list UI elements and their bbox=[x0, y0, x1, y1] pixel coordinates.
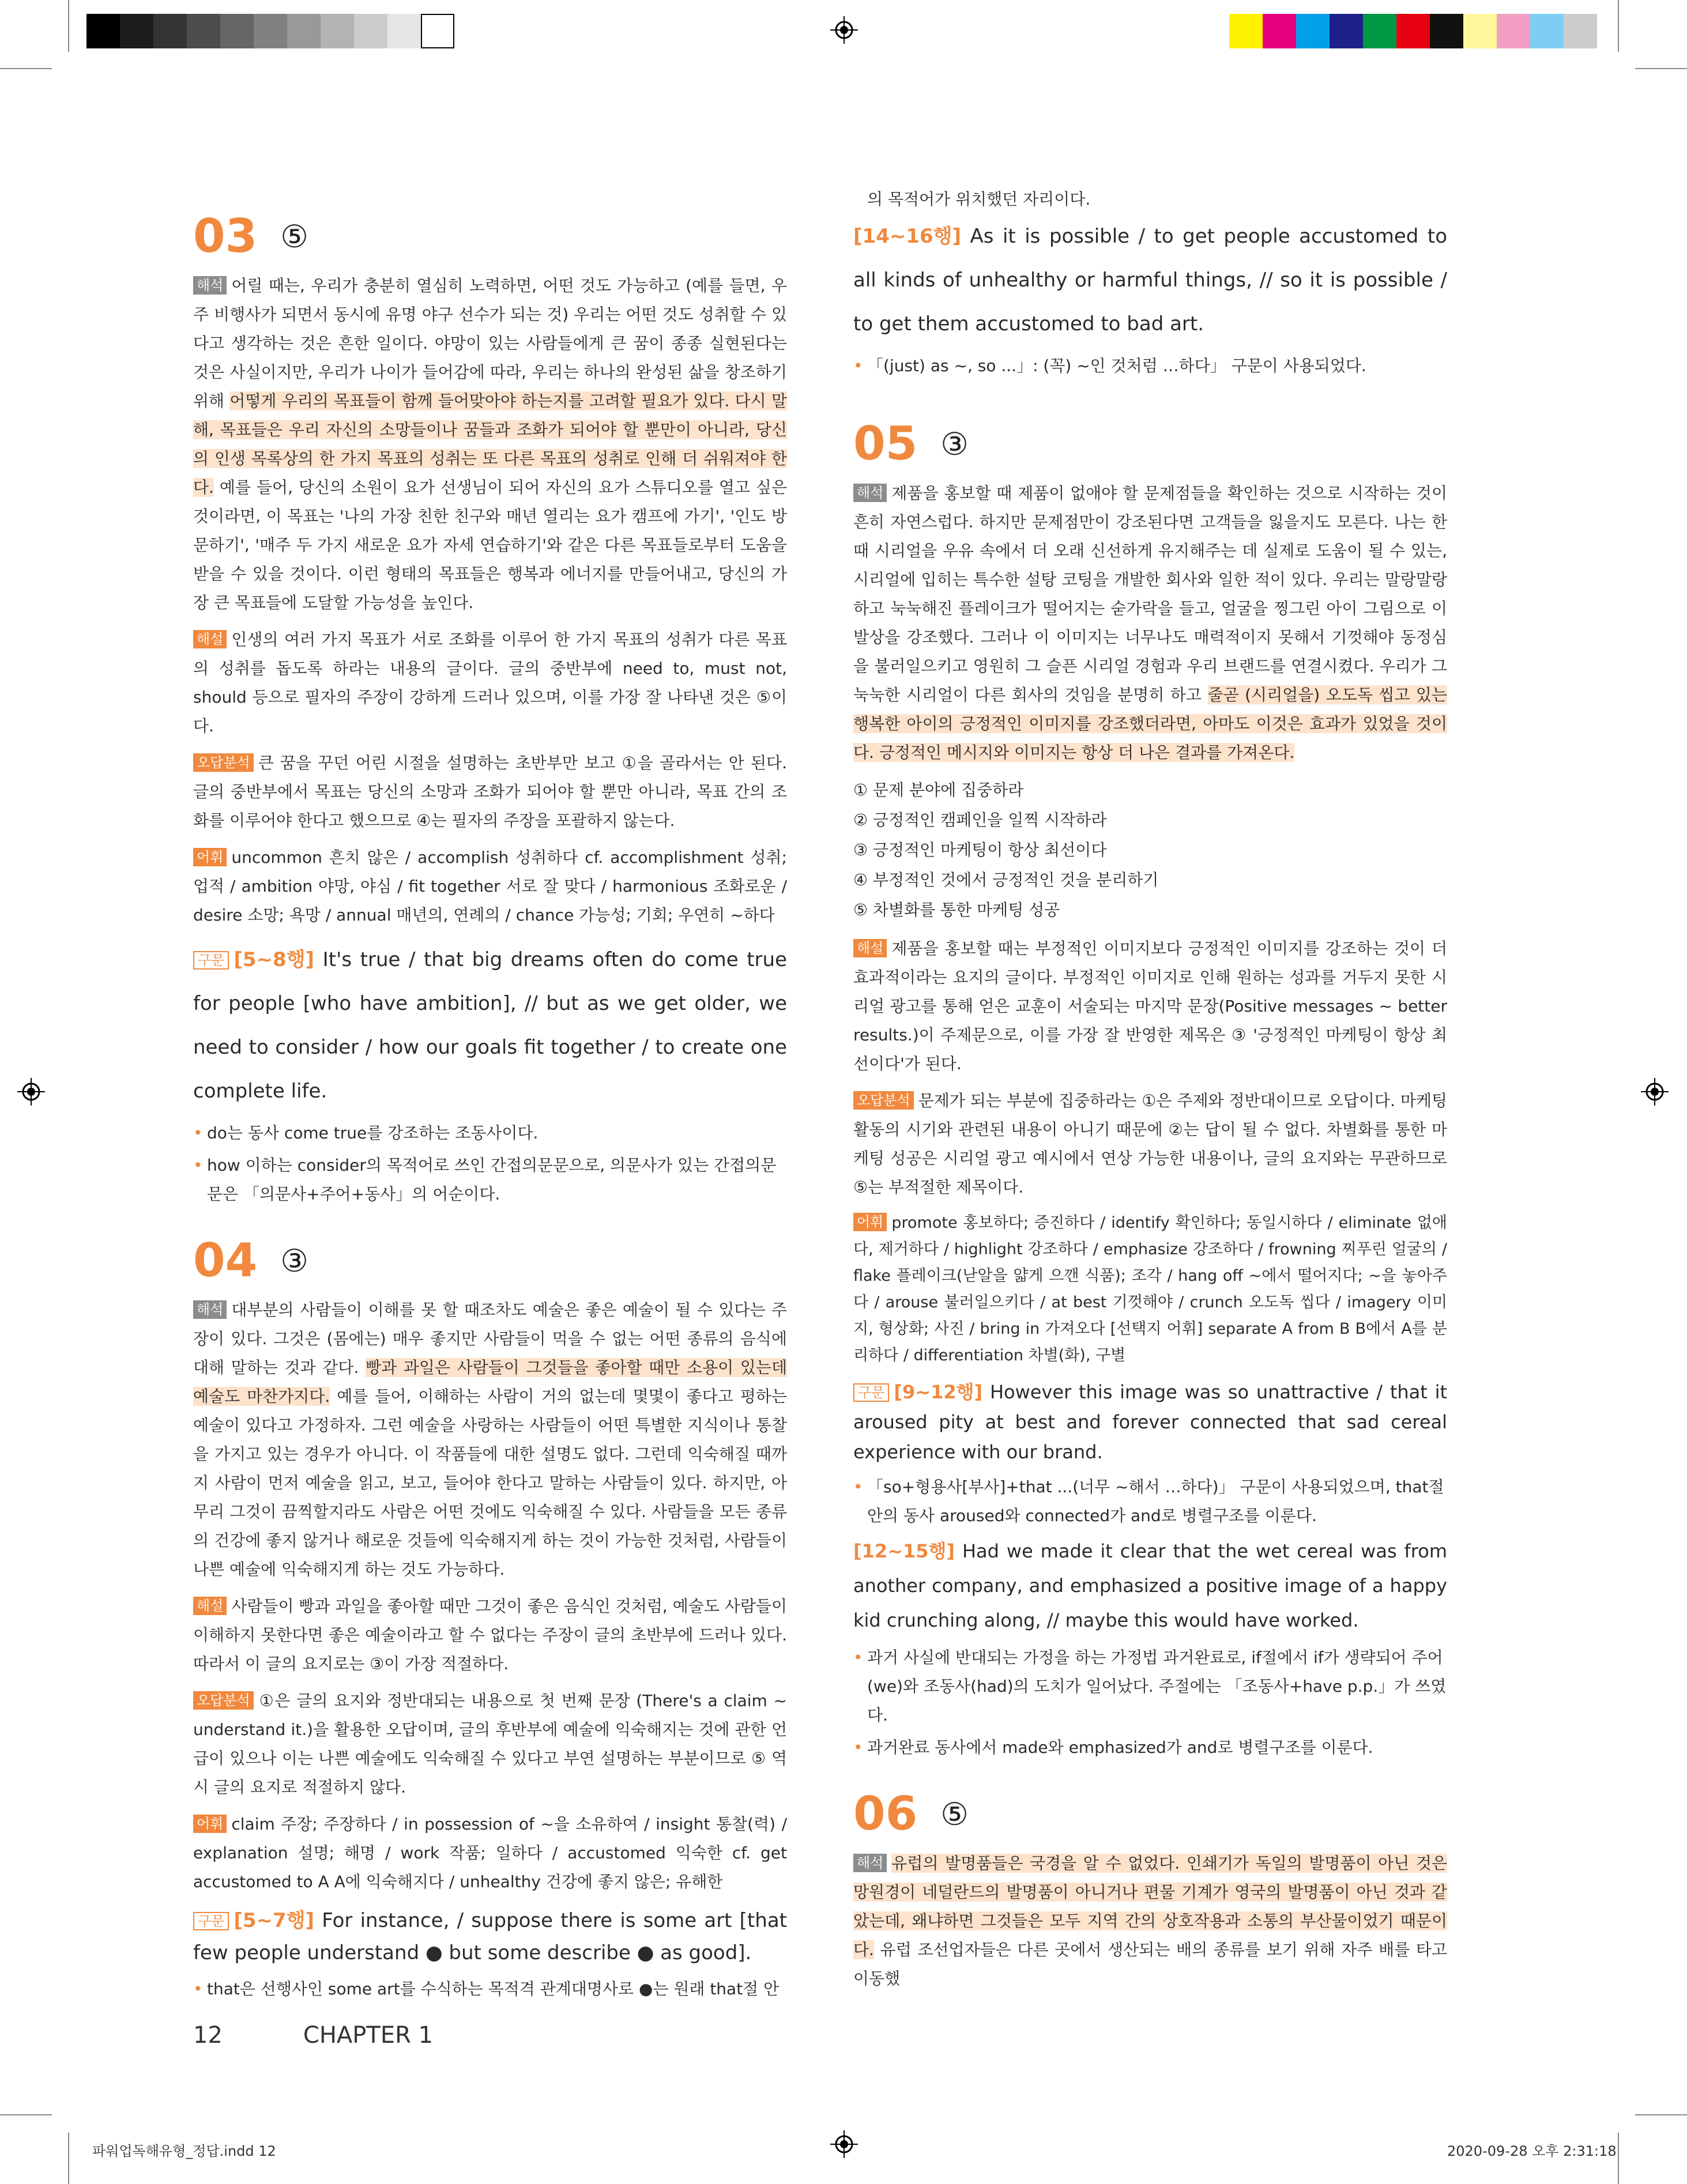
explanation-tag: 해설 bbox=[193, 1597, 227, 1615]
translation-tag: 해석 bbox=[193, 276, 227, 295]
q03-structure bbox=[193, 938, 787, 1113]
vocabulary-tag: 어휘 bbox=[193, 1815, 227, 1833]
q04-vocabulary bbox=[193, 1810, 787, 1896]
explanation-tag: 해설 bbox=[853, 939, 887, 957]
q03-note-2: • how 이하는 consider의 목적어로 쓰인 간접의문문으로, 의문사가 있는 간접의문문은 「의문사+주어+동사」의 어순이다. bbox=[193, 1151, 787, 1209]
registration-mark-top bbox=[830, 16, 858, 44]
wrong-analysis-tag: 오답분석 bbox=[193, 753, 254, 772]
translation-tag: 해석 bbox=[193, 1300, 227, 1319]
grayscale-bar bbox=[86, 14, 455, 48]
left-column bbox=[193, 184, 787, 2007]
q03-note-1: • do는 동사 come true를 강조하는 조동사이다. bbox=[193, 1119, 787, 1148]
question-number-03 bbox=[193, 208, 787, 266]
crop-mark bbox=[1635, 2114, 1687, 2115]
q05-note-2: • 과거 사실에 반대되는 가정을 하는 가정법 과거완료로, if절에서 if가 생략되어 주어(we)와 조동사(had)의 도치가 일어났다. 주절에는 「조동사+have p.p.」가 쓰였다. bbox=[853, 1643, 1447, 1730]
line-ref: [5~7행] bbox=[234, 1909, 315, 1932]
crop-mark bbox=[1618, 0, 1619, 52]
right-column bbox=[853, 184, 1447, 2001]
structure-sentence: It's true / that big dreams often do come true for people [who have ambition], // but as we get older, we need to consider / how our goals fit together / to create one complete life. bbox=[193, 948, 788, 1103]
translation-text: 대부분의 사람들이 이해를 못 할 때조차도 예술은 좋은 예술이 될 수 있다는 주장이 있다. 그것은 (몸에는) 매우 좋지만 사람들이 먹을 수 없는 어떤 종류의 음식에 대해 말하는 것과 같다. bbox=[193, 1300, 787, 1377]
q05-note-3: • 과거완료 동사에서 made와 emphasized가 and로 병렬구조를 이룬다. bbox=[853, 1733, 1447, 1762]
registration-mark-right bbox=[1641, 1078, 1669, 1106]
q03-vocabulary bbox=[193, 843, 787, 930]
option: ② 긍정적인 캠페인을 일찍 시작하라 bbox=[853, 810, 1107, 829]
explanation-text: 제품을 홍보할 때는 부정적인 이미지보다 긍정적인 이미지를 강조하는 것이 더 효과적이라는 요지의 글이다. 부정적인 이미지로 인해 원하는 성과를 거두지 못한 시리얼 광고를 통해 얻은 교훈이 서술되는 마지막 문장(Positive messages ~ better results.)이 주제문으로, 이를 가장 잘 반영한 제목은 ③ '긍정적인 마케팅이 항상 최선이다'가 된다. bbox=[853, 939, 1447, 1073]
q04-translation bbox=[193, 1296, 787, 1584]
option: ③ 긍정적인 마케팅이 항상 최선이다 bbox=[853, 840, 1107, 859]
explanation-text: 인생의 여러 가지 목표가 서로 조화를 이루어 한 가지 목표의 성취가 다른 목표의 성취를 돕도록 하라는 내용의 글이다. 글의 중반부에 need to, must not, should 등으로 필자의 주장이 강하게 드러나 있으며, 이를 가장 잘 나타낸 것은 ⑤이다. bbox=[193, 630, 787, 735]
q05-number: 05 bbox=[853, 417, 918, 470]
q05-wrong-analysis bbox=[853, 1087, 1447, 1202]
highlighted-text: 줄곧 (시리얼을) 오도독 씹고 있는 행복한 아이의 긍정적인 이미지를 강조했더라면, 아마도 이것은 효과가 있었을 것이다. 긍정적인 메시지와 이미지는 항상 더 나은 결과를 가져온다. bbox=[853, 685, 1448, 762]
q04-number: 04 bbox=[193, 1234, 258, 1287]
vocabulary-text: claim 주장; 주장하다 / in possession of ~을 소유하여 / insight 통찰(력) / explanation 설명; 해명 / work 작품; 일하다 / accustomed 익숙한 cf. get accustomed to A A에 익숙해지다 / unhealthy 건강에 좋지 않은; 유해한 bbox=[193, 1815, 787, 1891]
translation-text: 제품을 홍보할 때 제품이 없애야 할 문제점들을 확인하는 것으로 시작하는 것이 흔히 자연스럽다. 하지만 문제점만이 강조된다면 고객들을 잃을지도 모른다. 나는 한때 시리얼을 우유 속에서 더 오래 신선하게 유지해주는 데 실제로 도움이 될 수 있는, 시리얼에 입히는 특수한 설탕 코팅을 개발한 회사와 일한 적이 있다. 우리는 말랑말랑하고 눅눅해진 플레이크가 떨어지는 숟가락을 들고, 얼굴을 찡그린 아이 그림으로 이 발상을 강조했다. 그러나 이 이미지는 너무나도 매력적이지 못해서 기껏해야 동정심을 불러일으키고 영원히 그 슬픈 시리얼 경험과 우리 브랜드를 연결시켰다. 우리가 그 눅눅한 시리얼이 다른 회사의 것임을 분명히 하고 bbox=[853, 484, 1447, 704]
q03-number: 03 bbox=[193, 209, 258, 263]
chapter-label: CHAPTER 1 bbox=[303, 2022, 434, 2049]
wrong-analysis-tag: 오답분석 bbox=[853, 1091, 914, 1110]
crop-mark bbox=[68, 0, 69, 52]
option: ⑤ 차별화를 통한 마케팅 성공 bbox=[853, 900, 1060, 919]
structure-tag: 구문 bbox=[193, 951, 229, 970]
q05-structure-2 bbox=[853, 1534, 1447, 1638]
q06-translation bbox=[853, 1849, 1447, 1993]
translation-tag: 해석 bbox=[853, 484, 887, 502]
explanation-tag: 해설 bbox=[193, 630, 227, 648]
q04-answer: ③ bbox=[280, 1243, 308, 1279]
vocabulary-tag: 어휘 bbox=[193, 848, 227, 866]
structure-tag: 구문 bbox=[853, 1383, 889, 1402]
q05-explanation bbox=[853, 934, 1447, 1078]
wrong-analysis-text: 문제가 되는 부분에 집중하라는 ①은 주제와 정반대이므로 오답이다. 마케팅 활동의 시기와 관련된 내용이 아니기 때문에 ②는 답이 될 수 없다. 차별화를 통한 마케팅 성공은 시리얼 광고 예시에서 연상 가능한 내용이나, 글의 요지와는 무관하므로 ⑤는 부적절한 제목이다. bbox=[853, 1091, 1447, 1197]
q05-options bbox=[853, 775, 1447, 925]
line-ref: [14~16행] bbox=[853, 225, 962, 248]
line-ref: [9~12행] bbox=[894, 1381, 983, 1403]
wrong-analysis-tag: 오답분석 bbox=[193, 1691, 254, 1710]
q03-explanation bbox=[193, 625, 787, 741]
highlighted-text: 빵과 과일은 사람들이 그것들을 좋아할 때만 소용이 있는데 예술도 마찬가지다. bbox=[193, 1358, 787, 1406]
crop-mark bbox=[1618, 2133, 1619, 2184]
translation-text: 예를 들어, 이해하는 사람이 거의 없는데 몇몇이 좋다고 평하는 예술이 있다고 가정하자. 그런 예술을 사랑하는 사람들이 어떤 특별한 지식이나 통찰을 가지고 있는 경우가 아니다. 이 작품들에 대한 설명도 없다. 그런데 익숙해질 때까지 사람이 먼저 예술을 읽고, 보고, 들어야 한다고 말하는 사람들이 있다. 하지만, 아무리 그것이 끔찍할지라도 사람은 어떤 것에도 익숙해질 수 있다. 사람들을 모든 종류의 건강에 좋지 않거나 해로운 것들에 익숙해지게 하는 것이 가능한 것처럼, 사람들이 나쁜 예술에 익숙해지게 하는 것도 가능하다. bbox=[193, 1387, 787, 1579]
vocabulary-tag: 어휘 bbox=[853, 1213, 887, 1231]
q06-answer: ⑤ bbox=[940, 1796, 969, 1832]
slug-filename: 파워업독해유형_정답.indd 12 bbox=[92, 2143, 276, 2159]
page-footer bbox=[193, 2022, 514, 2049]
color-bar bbox=[1229, 14, 1598, 48]
question-number-04 bbox=[193, 1232, 787, 1290]
translation-text: 예를 들어, 당신의 소원이 요가 선생님이 되어 자신의 요가 스튜디오를 열고 싶은 것이라면, 이 목표는 '나의 가장 친한 친구와 매년 열리는 요가 캠프에 가기', '인도 방문하기', '매주 두 가지 새로운 요가 자세 연습하기'와 같은 다른 목표들로부터 도움을 받을 수 있을 것이다. 이런 형태의 목표들은 행복과 에너지를 만들어내고, 당신의 가장 큰 목표들에 도달할 가능성을 높인다. bbox=[193, 478, 787, 612]
crop-mark bbox=[0, 2114, 52, 2115]
translation-text: 어릴 때는, 우리가 충분히 열심히 노력하면, 어떤 것도 가능하고 (예를 들면, 우주 비행사가 되면서 동시에 유명 야구 선수가 되는 것) 우리는 어떤 것도 성취할 수 있다고 생각하는 것은 흔한 일이다. 야망이 있는 사람들에게 큰 꿈이 종종 실현된다는 것은 사실이지만, 우리가 나이가 들어감에 따라, 우리는 하나의 완성된 삶을 창조하기 위해 bbox=[193, 276, 787, 410]
explanation-text: 사람들이 빵과 과일을 좋아할 때만 그것이 좋은 음식인 것처럼, 예술도 사람들이 이해하지 못한다면 좋은 예술이라고 할 수 없다는 주장이 글의 초반부에 드러나 있다. 따라서 이 글의 요지로는 ③이 가장 적절하다. bbox=[193, 1597, 787, 1673]
q05-structure-1 bbox=[853, 1377, 1447, 1467]
page-number: 12 bbox=[193, 2022, 223, 2049]
structure-sentence: For instance, / suppose there is some art [that few people understand ● but some describe ● as good]. bbox=[193, 1909, 787, 1964]
structure-tag: 구문 bbox=[193, 1912, 229, 1930]
highlighted-text: 어떻게 우리의 목표들이 함께 들어맞아야 하는지를 고려할 필요가 있다. 다시 말해, 목표들은 우리 자신의 소망들이나 꿈들과 조화가 되어야 할 뿐만이 아니라, 당신의 인생 목록상의 한 가지 목표의 성취는 또 다른 목표의 성취로 인해 더 쉬워져야 한다. bbox=[193, 391, 787, 497]
wrong-analysis-text: ①은 글의 요지와 정반대되는 내용으로 첫 번째 문장 (There's a claim ~ understand it.)을 활용한 오답이며, 글의 후반부에 예술에 익숙해지는 것에 관한 언급이 있으나 이는 나쁜 예술에도 익숙해질 수 있다고 부연 설명하는 부분이므로 ⑤ 역시 글의 요지로 적절하지 않다. bbox=[193, 1691, 787, 1797]
structure-sentence: As it is possible / to get people accustomed to all kinds of unhealthy or harmful things, // so it is possible / to get them accustomed to bad art. bbox=[853, 225, 1447, 335]
option: ④ 부정적인 것에서 긍정적인 것을 분리하기 bbox=[853, 870, 1159, 889]
structure-sentence: Had we made it clear that the wet cereal was from another company, and emphasized a positive image of a happy kid crunching along, // maybe this would have worked. bbox=[853, 1540, 1448, 1631]
q05-answer: ③ bbox=[940, 426, 969, 462]
q04-wrong-analysis bbox=[193, 1687, 787, 1802]
crop-mark bbox=[68, 2133, 69, 2184]
question-number-06 bbox=[853, 1785, 1447, 1843]
q03-wrong-analysis bbox=[193, 749, 787, 835]
line-ref: [5~8행] bbox=[234, 948, 315, 971]
q05-vocabulary bbox=[853, 1210, 1447, 1369]
q04-note-2: • 「(just) as ~, so ...」: (꼭) ~인 것처럼 …하다」 구문이 사용되었다. bbox=[853, 352, 1447, 380]
crop-mark bbox=[0, 68, 52, 69]
q04-structure-2 bbox=[853, 214, 1447, 346]
continued-line: 의 목적어가 위치했던 자리이다. bbox=[867, 190, 1091, 209]
registration-mark-left bbox=[17, 1078, 45, 1106]
q04-explanation bbox=[193, 1592, 787, 1678]
vocabulary-text: uncommon 흔치 않은 / accomplish 성취하다 cf. accomplishment 성취; 업적 / ambition 야망, 야심 / fit together 서로 잘 맞다 / harmonious 조화로운 / desire 소망; 욕망 / annual 매년의, 연례의 / chance 가능성; 기회; 우연히 ~하다 bbox=[193, 848, 787, 925]
structure-sentence: However this image was so unattractive / that it aroused pity at best and forever connected that sad cereal experience with our brand. bbox=[853, 1381, 1448, 1463]
q04-structure bbox=[193, 1904, 787, 1969]
line-ref: [12~15행] bbox=[853, 1540, 955, 1562]
crop-mark bbox=[1635, 68, 1687, 69]
q03-translation bbox=[193, 271, 787, 617]
vocabulary-text: promote 홍보하다; 증진하다 / identify 확인하다; 동일시하다 / eliminate 없애다, 제거하다 / highlight 강조하다 / emphasize 강조하다 / frowning 찌푸린 얼굴의 / flake 플레이크(낟알을 얇게 으깬 식품); 조각 / hang off ~에서 떨어지다; ~을 놓아주다 / arouse 불러일으키다 / at best 기껏해야 / crunch 오도독 씹다 / imagery 이미지, 형상화; 사진 / bring in 가져오다 [선택지 어휘] separate A from B B에서 A를 분리하다 / differentiation 차별(화), 구별 bbox=[853, 1214, 1447, 1364]
registration-mark-bottom bbox=[830, 2130, 858, 2158]
option: ① 문제 분야에 집중하라 bbox=[853, 780, 1024, 799]
translation-text: 유럽 조선업자들은 다른 곳에서 생산되는 배의 종류를 보기 위해 자주 배를 타고 이동했 bbox=[853, 1940, 1447, 1988]
translation-tag: 해석 bbox=[853, 1854, 887, 1872]
q05-translation bbox=[853, 479, 1447, 767]
highlighted-text: 유럽의 발명품들은 국경을 알 수 없었다. 인쇄기가 독일의 발명품이 아닌 것은 망원경이 네덜란드의 발명품이 아니거나 편물 기계가 영국의 발명품이 아닌 것과 같았는데, 왜냐하면 그것들은 모두 지역 간의 상호작용과 소통의 부산물이었기 때문이다. bbox=[853, 1854, 1447, 1959]
question-number-05 bbox=[853, 415, 1447, 473]
slug-date: 2020-09-28 오후 2:31:18 bbox=[1447, 2143, 1617, 2159]
q06-number: 06 bbox=[853, 1787, 918, 1840]
wrong-analysis-text: 큰 꿈을 꾸던 어린 시절을 설명하는 초반부만 보고 ①을 골라서는 안 된다. 글의 중반부에서 목표는 당신의 소망과 조화가 되어야 할 뿐만 아니라, 목표 간의 조화를 이루어야 한다고 했으므로 ④는 필자의 주장을 포괄하지 않는다. bbox=[193, 753, 787, 830]
q05-note-1: • 「so+형용사[부사]+that ...(너무 ~해서 …하다)」 구문이 사용되었으며, that절 안의 동사 aroused와 connected가 and로 병렬구조를 이룬다. bbox=[853, 1473, 1447, 1530]
q04-note-1: • that은 선행사인 some art를 수식하는 목적격 관계대명사로 ●는 원래 that절 안 bbox=[193, 1975, 787, 2004]
q03-answer: ⑤ bbox=[280, 218, 308, 255]
